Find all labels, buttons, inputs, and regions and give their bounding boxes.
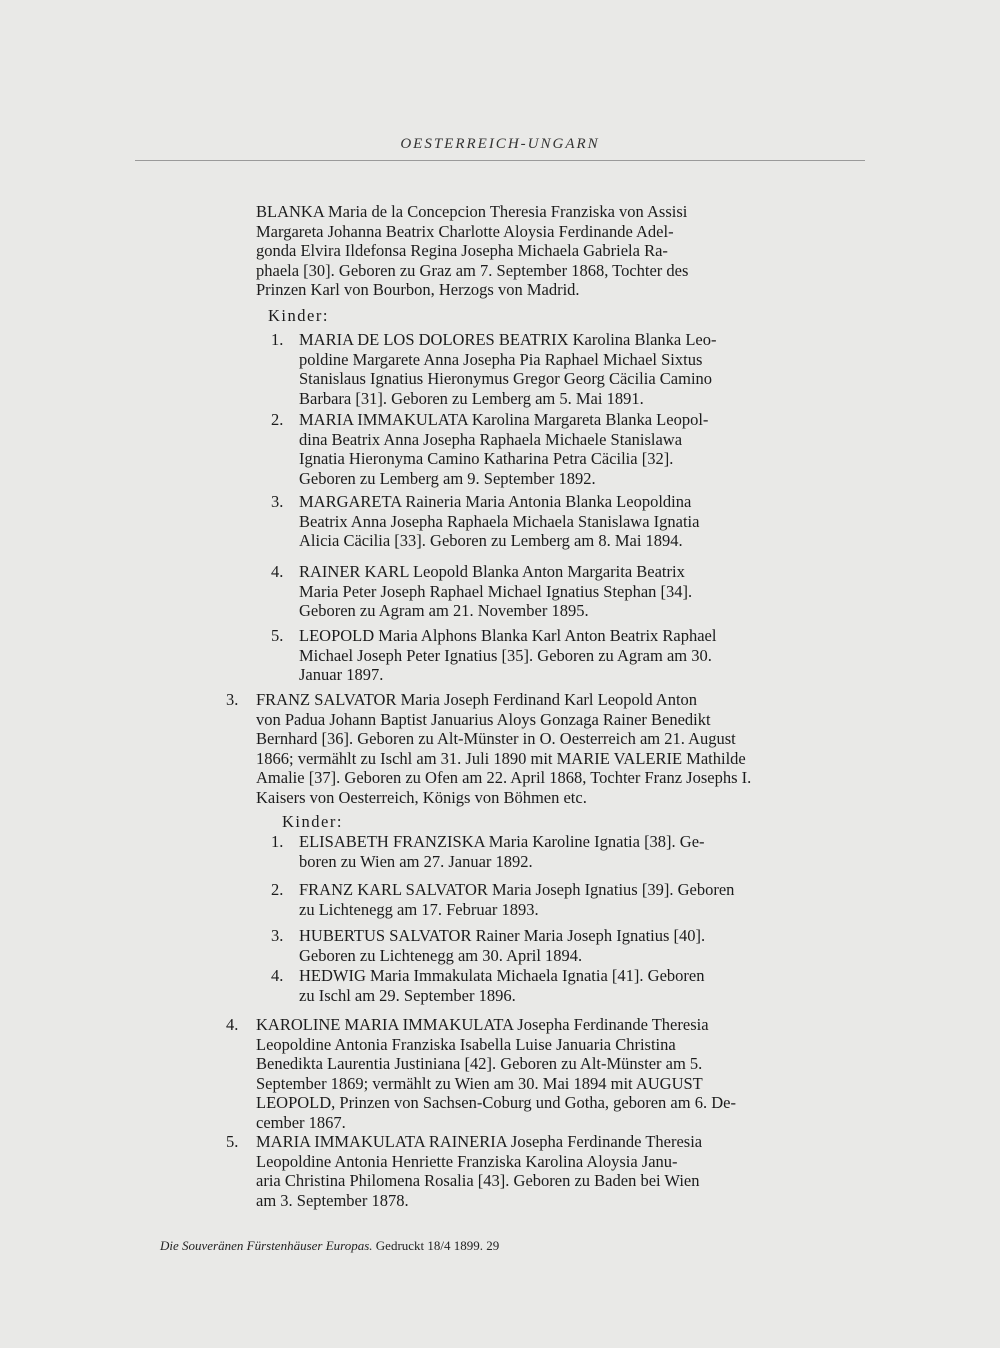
entry-number: 2. bbox=[271, 880, 284, 899]
text-line: HEDWIG Maria Immakulata Michaela Ignatia [41]. Geboren bbox=[299, 966, 705, 985]
text-line: MARGARETA Raineria Maria Antonia Blanka Leopoldina bbox=[299, 492, 692, 511]
text-line: boren zu Wien am 27. Januar 1892. bbox=[299, 851, 533, 871]
text-line: Leopoldine Antonia Franziska Isabella Luise Januaria Christina bbox=[256, 1034, 676, 1054]
text-line: Geboren zu Agram am 21. November 1895. bbox=[299, 601, 589, 621]
child-entry bbox=[271, 330, 865, 408]
text-line: dina Beatrix Anna Josepha Raphaela Michaele Stanislawa bbox=[299, 429, 683, 449]
text-line: Alicia Cäcilia [33]. Geboren zu Lemberg am 8. Mai 1894. bbox=[299, 531, 683, 551]
text-line: HUBERTUS SALVATOR Rainer Maria Joseph Ignatius [40]. bbox=[299, 926, 706, 945]
entry-number: 4. bbox=[226, 1015, 239, 1034]
text-line: Geboren zu Lemberg am 9. September 1892. bbox=[299, 468, 596, 488]
text-line: Januar 1897. bbox=[299, 665, 384, 685]
text-line: Bernhard [36]. Geboren zu Alt-Münster in O. Oesterreich am 21. August bbox=[256, 729, 736, 749]
text-line: Maria Peter Joseph Raphael Michael Ignatius Stephan [34]. bbox=[299, 581, 693, 601]
text-line: LEOPOLD Maria Alphons Blanka Karl Anton Beatrix Raphael bbox=[299, 626, 717, 645]
entry-number: 5. bbox=[226, 1132, 239, 1151]
text-line: MARIA DE LOS DOLORES BEATRIX Karolina Blanka Leo- bbox=[299, 330, 717, 349]
entry-number: 3. bbox=[271, 492, 284, 511]
text-line: 1866; vermählt zu Ischl am 31. Juli 1890 mit MARIE VALERIE Mathilde bbox=[256, 748, 746, 768]
child-entry bbox=[271, 926, 865, 965]
text-line: September 1869; vermählt zu Wien am 30. Mai 1894 mit AUGUST bbox=[256, 1073, 703, 1093]
text-line: Amalie [37]. Geboren zu Ofen am 22. April 1868, Tochter Franz Josephs I. bbox=[256, 768, 752, 788]
sibling-entry bbox=[226, 1132, 866, 1210]
sibling-entry bbox=[226, 1015, 866, 1133]
text-line: zu Lichtenegg am 17. Februar 1893. bbox=[299, 899, 539, 919]
text-line: am 3. September 1878. bbox=[256, 1190, 409, 1210]
text-line: von Padua Johann Baptist Januarius Aloys Gonzaga Rainer Benedikt bbox=[256, 709, 711, 729]
footer-imprint: Gedruckt 18/4 1899. bbox=[375, 1238, 484, 1253]
text-line: zu Ischl am 29. September 1896. bbox=[299, 985, 516, 1005]
text-line: Michael Joseph Peter Ignatius [35]. Geboren zu Agram am 30. bbox=[299, 645, 712, 665]
entry-number: 1. bbox=[271, 832, 284, 851]
text-line: Kaisers von Oesterreich, Königs von Böhmen etc. bbox=[256, 787, 587, 807]
entry-number: 4. bbox=[271, 562, 284, 581]
sibling-entry bbox=[226, 690, 866, 808]
text-line: Barbara [31]. Geboren zu Lemberg am 5. Mai 1891. bbox=[299, 388, 644, 408]
child-entry bbox=[271, 626, 865, 685]
text-line: KAROLINE MARIA IMMAKULATA Josepha Ferdinande Theresia bbox=[256, 1015, 709, 1034]
child-entry bbox=[271, 832, 865, 871]
text-line: Benedikta Laurentia Justiniana [42]. Geboren zu Alt-Münster am 5. bbox=[256, 1054, 703, 1074]
text-line: FRANZ SALVATOR Maria Joseph Ferdinand Karl Leopold Anton bbox=[256, 690, 698, 709]
entry-number: 5. bbox=[271, 626, 284, 645]
footer-title: Die Souveränen Fürstenhäuser Europas. bbox=[160, 1238, 373, 1253]
text-line: Prinzen Karl von Bourbon, Herzogs von Madrid. bbox=[256, 280, 580, 300]
text-line: Leopoldine Antonia Henriette Franziska Karolina Aloysia Janu- bbox=[256, 1151, 678, 1171]
kinder-heading: Kinder: bbox=[268, 306, 329, 325]
child-entry bbox=[271, 562, 865, 621]
text-line: Ignatia Hieronyma Camino Katharina Petra Cäcilia [32]. bbox=[299, 449, 674, 469]
text-line: Geboren zu Lichtenegg am 30. April 1894. bbox=[299, 945, 583, 965]
entry-number: 2. bbox=[271, 410, 284, 429]
text-line: BLANKA Maria de la Concepcion Theresia Franziska von Assisi bbox=[256, 202, 688, 221]
child-entry bbox=[271, 492, 865, 551]
header-rule bbox=[135, 160, 865, 161]
entry-number: 4. bbox=[271, 966, 284, 985]
text-line: MARIA IMMAKULATA RAINERIA Josepha Ferdinande Theresia bbox=[256, 1132, 703, 1151]
running-header: OESTERREICH-UNGARN bbox=[400, 136, 600, 152]
text-line: FRANZ KARL SALVATOR Maria Joseph Ignatius [39]. Geboren bbox=[299, 880, 735, 899]
entry-number: 3. bbox=[226, 690, 239, 709]
text-line: aria Christina Philomena Rosalia [43]. Geboren zu Baden bei Wien bbox=[256, 1171, 700, 1191]
text-line: RAINER KARL Leopold Blanka Anton Margarita Beatrix bbox=[299, 562, 685, 581]
text-line: poldine Margarete Anna Josepha Pia Raphael Michael Sixtus bbox=[299, 349, 703, 369]
text-line: MARIA IMMAKULATA Karolina Margareta Blanka Leopol- bbox=[299, 410, 709, 429]
intro-paragraph bbox=[256, 202, 866, 300]
text-line: gonda Elvira Ildefonsa Regina Josepha Michaela Gabriela Ra- bbox=[256, 241, 668, 261]
text-line: Stanislaus Ignatius Hieronymus Gregor Georg Cäcilia Camino bbox=[299, 369, 713, 389]
footer-sheet-number: 29 bbox=[486, 1238, 500, 1253]
text-line: Margareta Johanna Beatrix Charlotte Aloysia Ferdinande Adel- bbox=[256, 221, 674, 241]
page-footer bbox=[160, 1238, 499, 1254]
child-entry bbox=[271, 966, 865, 1005]
entry-number: 1. bbox=[271, 330, 284, 349]
text-line: cember 1867. bbox=[256, 1112, 346, 1132]
kinder-heading: Kinder: bbox=[282, 812, 343, 831]
entry-number: 3. bbox=[271, 926, 284, 945]
text-line: phaela [30]. Geboren zu Graz am 7. September 1868, Tochter des bbox=[256, 260, 689, 280]
text-line: LEOPOLD, Prinzen von Sachsen-Coburg und Gotha, geboren am 6. De- bbox=[256, 1093, 736, 1113]
child-entry bbox=[271, 410, 865, 488]
text-line: Beatrix Anna Josepha Raphaela Michaela Stanislawa Ignatia bbox=[299, 511, 700, 531]
child-entry bbox=[271, 880, 865, 919]
text-line: ELISABETH FRANZISKA Maria Karoline Ignatia [38]. Ge- bbox=[299, 832, 705, 851]
